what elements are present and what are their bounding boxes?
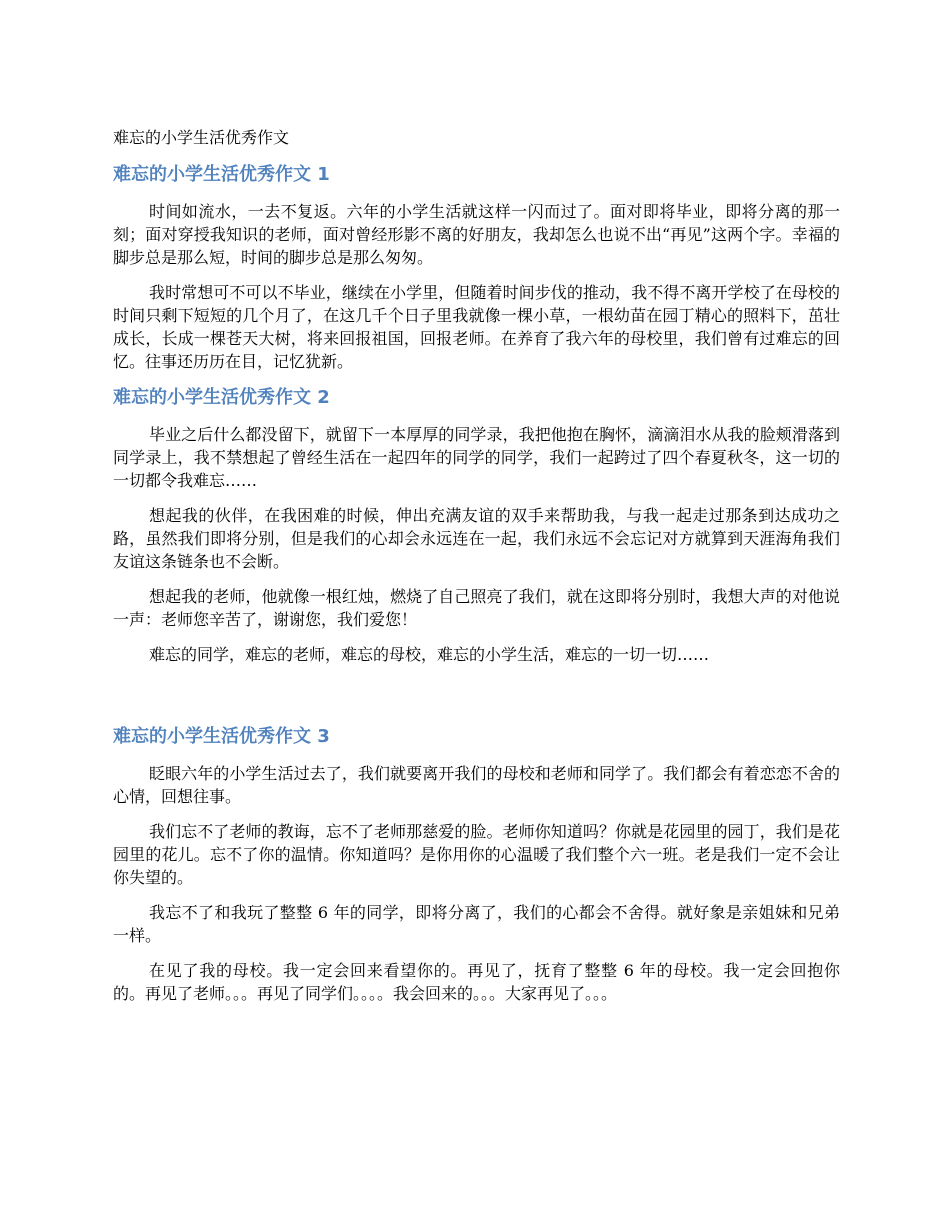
paragraph: 想起我的伙伴，在我困难的时候，伸出充满友谊的双手来帮助我，与我一起走过那条到达成功之路，虽然我们即将分别，但是我们的心却会永远连在一起，我们永远不会忘记对方就算到天涯海角我们友谊这条链条也不会断。 xyxy=(113,506,840,571)
section-heading: 难忘的小学生活优秀作文 1 xyxy=(113,164,330,185)
paragraph: 难忘的同学，难忘的老师，难忘的母校，难忘的小学生活，难忘的一切一切…… xyxy=(149,645,710,664)
essay-section-1 xyxy=(113,162,840,373)
paragraph: 毕业之后什么都没留下，就留下一本厚厚的同学录，我把他抱在胸怀，滴滴泪水从我的脸颊滑落到同学录上，我不禁想起了曾经生活在一起四年的同学的同学，我们一起跨过了四个春夏秋冬，这一切的一切都令我难忘…… xyxy=(113,425,840,490)
paragraph: 在见了我的母校。我一定会回来看望你的。再见了，抚育了整整 6 年的母校。我一定会回抱你的。再见了老师。。。再见了同学们。。。。我会回来的。。。大家再见了。。。 xyxy=(113,961,840,1003)
essay-section-3 xyxy=(113,724,840,1005)
document-title: 难忘的小学生活优秀作文 xyxy=(113,128,290,147)
paragraph: 我们忘不了老师的教诲，忘不了老师那慈爱的脸。老师你知道吗？你就是花园里的园丁，我们是花园里的花儿。忘不了你的温情。你知道吗？是你用你的心温暖了我们整个六一班。老是我们一定不会让你失望的。 xyxy=(113,822,840,887)
paragraph: 眨眼六年的小学生活过去了，我们就要离开我们的母校和老师和同学了。我们都会有着恋恋不舍的心情，回想往事。 xyxy=(113,764,840,806)
paragraph: 时间如流水，一去不复返。六年的小学生活就这样一闪而过了。面对即将毕业，即将分离的那一刻；面对穿授我知识的老师，面对曾经形影不离的好朋友，我却怎么也说不出“再见”这两个字。幸福的脚步总是那么短，时间的脚步总是那么匆匆。 xyxy=(113,202,840,267)
section-heading: 难忘的小学生活优秀作文 3 xyxy=(113,726,330,747)
paragraph: 我忘不了和我玩了整整 6 年的同学，即将分离了，我们的心都会不舍得。就好象是亲姐妹和兄弟一样。 xyxy=(113,903,840,945)
paragraph: 我时常想可不可以不毕业，继续在小学里，但随着时间步伐的推动，我不得不离开学校了在母校的时间只剩下短短的几个月了，在这几千个日子里我就像一棵小草，一根幼苗在园丁精心的照料下，茁壮成长，长成一棵苍天大树，将来回报祖国，回报老师。在养育了我六年的母校里，我们曾有过难忘的回忆。往事还历历在目，记忆犹新。 xyxy=(113,283,840,371)
paragraph: 想起我的老师，他就像一根红烛，燃烧了自己照亮了我们，就在这即将分别时，我想大声的对他说一声：老师您辛苦了，谢谢您，我们爱您！ xyxy=(113,587,840,629)
section-heading: 难忘的小学生活优秀作文 2 xyxy=(113,387,330,408)
document-page xyxy=(113,126,840,1017)
blank-gap xyxy=(113,678,840,724)
essay-section-2 xyxy=(113,385,840,666)
